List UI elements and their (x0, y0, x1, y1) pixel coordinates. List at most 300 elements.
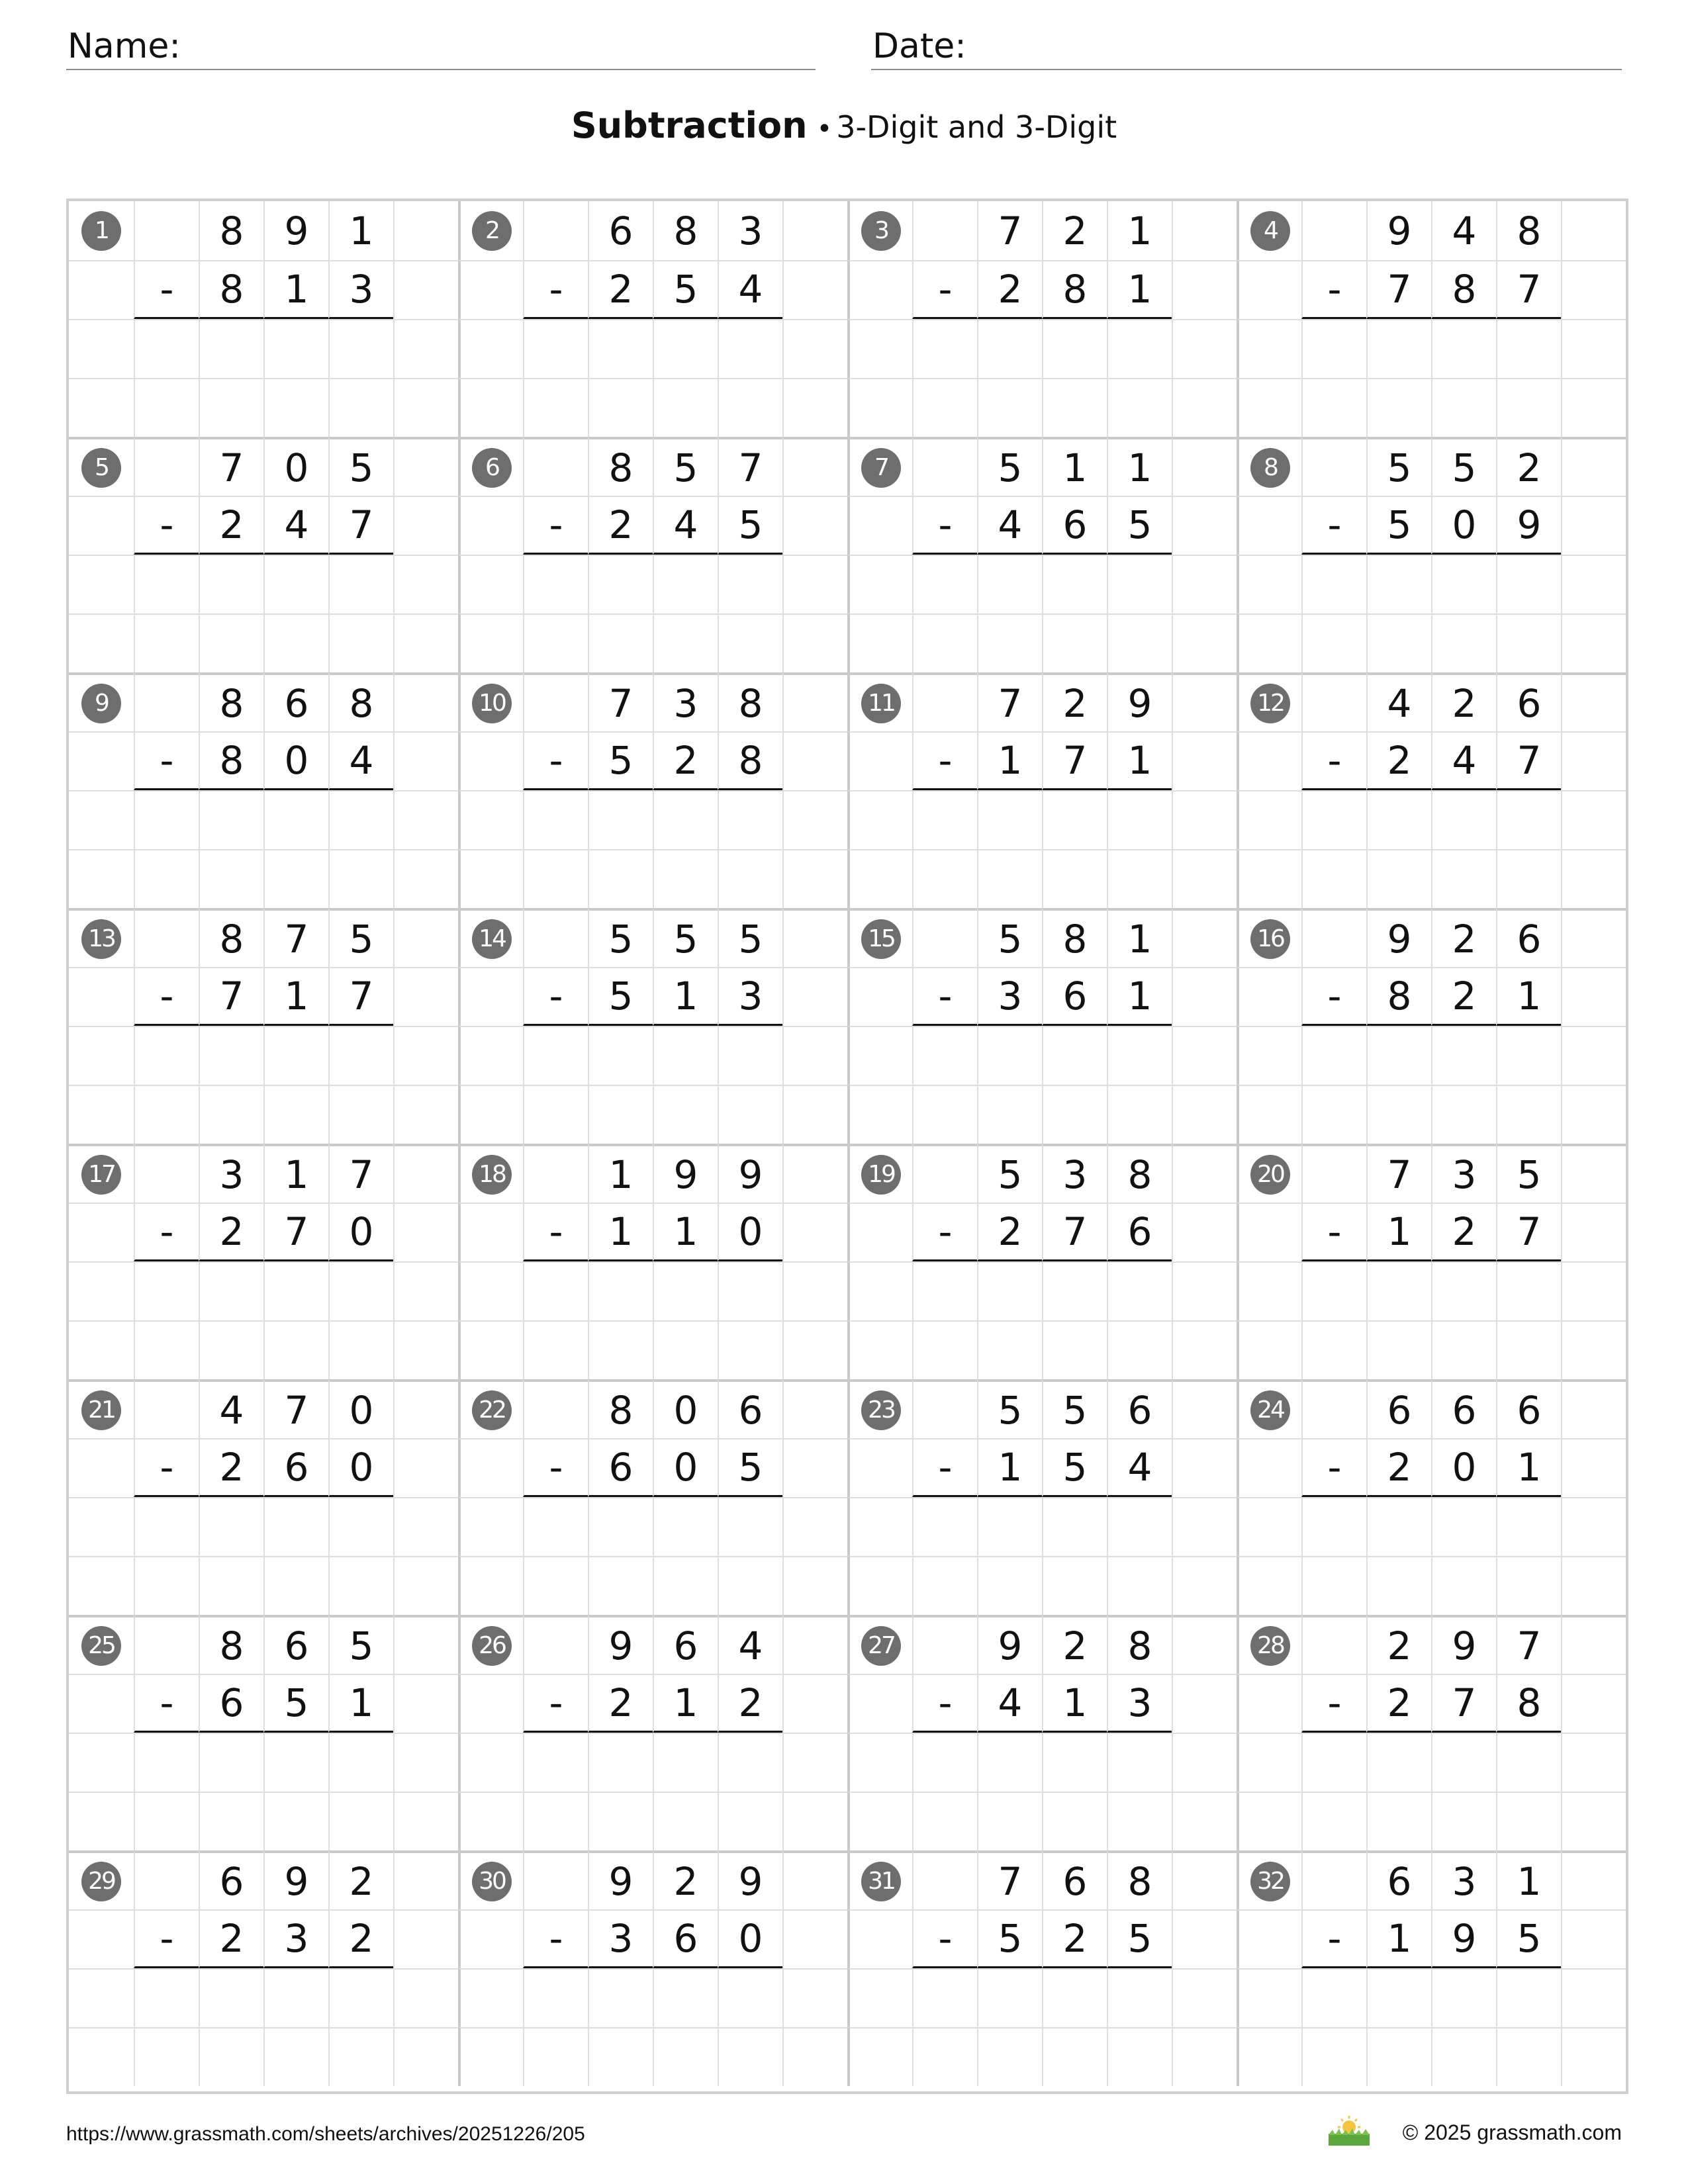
answer-cell[interactable] (263, 319, 328, 378)
answer-cell[interactable] (912, 849, 977, 908)
answer-cell[interactable] (1431, 1320, 1496, 1379)
answer-cell[interactable] (588, 614, 653, 672)
answer-cell[interactable] (328, 1556, 393, 1615)
answer-cell[interactable] (718, 2027, 782, 2086)
subtrahend-digit: 5 (588, 731, 653, 790)
answer-cell[interactable] (718, 378, 782, 437)
answer-cell[interactable] (1366, 1497, 1431, 1556)
answer-cell[interactable] (1042, 1497, 1107, 1556)
answer-cell[interactable] (1496, 2027, 1561, 2086)
answer-cell[interactable] (718, 1261, 782, 1320)
answer-cell[interactable] (1366, 555, 1431, 614)
answer-cell[interactable] (199, 1261, 263, 1320)
answer-cell[interactable] (1431, 1792, 1496, 1850)
answer-cell[interactable] (1496, 555, 1561, 614)
grid-cell (782, 1261, 847, 1320)
answer-cell[interactable] (523, 1261, 588, 1320)
answer-cell[interactable] (653, 1733, 718, 1792)
answer-cell[interactable] (523, 555, 588, 614)
answer-cell[interactable] (199, 1320, 263, 1379)
answer-cell[interactable] (199, 555, 263, 614)
problem-number-badge: 4 (1250, 211, 1290, 251)
answer-cell[interactable] (977, 790, 1042, 849)
answer-cell[interactable] (1366, 1261, 1431, 1320)
answer-cell[interactable] (523, 1733, 588, 1792)
answer-cell[interactable] (1431, 555, 1496, 614)
answer-cell[interactable] (1301, 2027, 1366, 2086)
answer-cell[interactable] (263, 1792, 328, 1850)
problem-number-cell (847, 1850, 912, 1909)
grid-cell (847, 319, 912, 378)
answer-cell[interactable] (1366, 849, 1431, 908)
answer-cell[interactable] (1496, 614, 1561, 672)
answer-cell[interactable] (199, 614, 263, 672)
subtrahend-digit: 5 (718, 1438, 782, 1497)
answer-cell[interactable] (1042, 2027, 1107, 2086)
answer-cell[interactable] (1107, 2027, 1172, 2086)
date-field[interactable] (871, 25, 1622, 70)
answer-cell[interactable] (1431, 1026, 1496, 1085)
answer-cell[interactable] (653, 1968, 718, 2027)
answer-cell[interactable] (588, 849, 653, 908)
answer-cell[interactable] (718, 1792, 782, 1850)
answer-cell[interactable] (588, 1968, 653, 2027)
answer-cell[interactable] (1431, 849, 1496, 908)
answer-cell[interactable] (653, 1556, 718, 1615)
answer-cell[interactable] (1496, 1733, 1561, 1792)
answer-cell[interactable] (977, 1085, 1042, 1144)
answer-cell[interactable] (134, 1085, 199, 1144)
problem-number-cell (847, 1379, 912, 1438)
answer-cell[interactable] (1107, 1792, 1172, 1850)
answer-cell[interactable] (263, 614, 328, 672)
answer-cell[interactable] (263, 1261, 328, 1320)
answer-cell[interactable] (1042, 849, 1107, 908)
answer-cell[interactable] (1496, 790, 1561, 849)
answer-cell[interactable] (977, 1497, 1042, 1556)
answer-cell[interactable] (1496, 1320, 1561, 1379)
answer-cell[interactable] (977, 849, 1042, 908)
grid-cell (69, 2027, 134, 2086)
answer-cell[interactable] (134, 1556, 199, 1615)
answer-cell[interactable] (912, 378, 977, 437)
answer-cell[interactable] (1366, 790, 1431, 849)
answer-cell[interactable] (523, 1026, 588, 1085)
answer-cell[interactable] (328, 849, 393, 908)
grid-cell (69, 1320, 134, 1379)
answer-cell[interactable] (1042, 378, 1107, 437)
answer-cell[interactable] (588, 790, 653, 849)
answer-cell[interactable] (263, 1497, 328, 1556)
answer-cell[interactable] (653, 1497, 718, 1556)
answer-cell[interactable] (718, 790, 782, 849)
answer-cell[interactable] (977, 1968, 1042, 2027)
answer-cell[interactable] (653, 1792, 718, 1850)
answer-cell[interactable] (1107, 1733, 1172, 1792)
answer-cell[interactable] (1107, 1968, 1172, 2027)
answer-cell[interactable] (912, 319, 977, 378)
answer-cell[interactable] (977, 1261, 1042, 1320)
grid-cell (69, 790, 134, 849)
answer-cell[interactable] (912, 1733, 977, 1792)
answer-cell[interactable] (718, 319, 782, 378)
answer-cell[interactable] (134, 1792, 199, 1850)
answer-cell[interactable] (653, 1261, 718, 1320)
problem-number-cell (69, 672, 134, 731)
problem-number-cell (458, 672, 523, 731)
answer-cell[interactable] (199, 1733, 263, 1792)
answer-cell[interactable] (328, 378, 393, 437)
answer-cell[interactable] (1496, 1261, 1561, 1320)
answer-cell[interactable] (199, 1085, 263, 1144)
answer-cell[interactable] (1366, 378, 1431, 437)
answer-cell[interactable] (1042, 1556, 1107, 1615)
answer-cell[interactable] (199, 319, 263, 378)
answer-cell[interactable] (1107, 1026, 1172, 1085)
grid-cell (1561, 1379, 1626, 1438)
answer-cell[interactable] (1496, 1085, 1561, 1144)
answer-cell[interactable] (1042, 555, 1107, 614)
answer-cell[interactable] (1301, 1085, 1366, 1144)
answer-cell[interactable] (912, 614, 977, 672)
minuend-digit: 6 (653, 1615, 718, 1674)
answer-cell[interactable] (1107, 319, 1172, 378)
answer-cell[interactable] (1431, 614, 1496, 672)
answer-cell[interactable] (1496, 1792, 1561, 1850)
answer-cell[interactable] (588, 378, 653, 437)
answer-cell[interactable] (1366, 319, 1431, 378)
answer-cell[interactable] (134, 555, 199, 614)
answer-cell[interactable] (977, 2027, 1042, 2086)
footer-url[interactable]: https://www.grassmath.com/sheets/archives/20251226/205 (66, 2123, 585, 2145)
answer-cell[interactable] (1496, 1968, 1561, 2027)
subtrahend-digit: 1 (977, 731, 1042, 790)
answer-cell[interactable] (1366, 1085, 1431, 1144)
answer-cell[interactable] (1107, 1320, 1172, 1379)
answer-cell[interactable] (1042, 1968, 1107, 2027)
answer-cell[interactable] (1366, 1792, 1431, 1850)
answer-cell[interactable] (1431, 1556, 1496, 1615)
answer-cell[interactable] (1431, 790, 1496, 849)
answer-cell[interactable] (1107, 1497, 1172, 1556)
answer-cell[interactable] (912, 1497, 977, 1556)
grid-cell (847, 614, 912, 672)
answer-cell[interactable] (1431, 1968, 1496, 2027)
answer-cell[interactable] (134, 614, 199, 672)
answer-cell[interactable] (134, 849, 199, 908)
answer-cell[interactable] (523, 2027, 588, 2086)
answer-cell[interactable] (1301, 1556, 1366, 1615)
answer-cell[interactable] (1301, 1497, 1366, 1556)
answer-cell[interactable] (977, 319, 1042, 378)
answer-cell[interactable] (134, 1968, 199, 2027)
answer-cell[interactable] (718, 1968, 782, 2027)
minuend-digit: 5 (977, 908, 1042, 967)
answer-cell[interactable] (1496, 1026, 1561, 1085)
answer-cell[interactable] (328, 319, 393, 378)
answer-cell[interactable] (653, 614, 718, 672)
answer-cell[interactable] (1042, 790, 1107, 849)
answer-cell[interactable] (1366, 614, 1431, 672)
answer-cell[interactable] (523, 849, 588, 908)
answer-cell[interactable] (1431, 2027, 1496, 2086)
answer-cell[interactable] (1301, 378, 1366, 437)
answer-cell[interactable] (328, 1085, 393, 1144)
grid-cell (1561, 2027, 1626, 2086)
answer-cell[interactable] (1301, 1968, 1366, 2027)
answer-cell[interactable] (653, 378, 718, 437)
answer-cell[interactable] (653, 1085, 718, 1144)
problem-number-badge: 23 (861, 1390, 901, 1430)
answer-cell[interactable] (1431, 319, 1496, 378)
answer-cell[interactable] (912, 2027, 977, 2086)
answer-cell[interactable] (134, 378, 199, 437)
answer-cell[interactable] (328, 1497, 393, 1556)
answer-cell[interactable] (588, 2027, 653, 2086)
answer-cell[interactable] (912, 1556, 977, 1615)
answer-cell[interactable] (1301, 790, 1366, 849)
answer-cell[interactable] (1042, 1026, 1107, 1085)
problem-number-cell (458, 201, 523, 260)
answer-cell[interactable] (1301, 1261, 1366, 1320)
answer-cell[interactable] (718, 614, 782, 672)
answer-cell[interactable] (1301, 614, 1366, 672)
answer-cell[interactable] (977, 1320, 1042, 1379)
answer-cell[interactable] (134, 1026, 199, 1085)
answer-cell[interactable] (1366, 2027, 1431, 2086)
answer-cell[interactable] (718, 1733, 782, 1792)
answer-cell[interactable] (912, 1261, 977, 1320)
answer-cell[interactable] (1431, 378, 1496, 437)
answer-cell[interactable] (523, 790, 588, 849)
answer-cell[interactable] (1366, 1556, 1431, 1615)
answer-cell[interactable] (523, 1497, 588, 1556)
answer-cell[interactable] (588, 1026, 653, 1085)
answer-cell[interactable] (977, 1026, 1042, 1085)
answer-cell[interactable] (1107, 1085, 1172, 1144)
answer-cell[interactable] (588, 1556, 653, 1615)
answer-cell[interactable] (263, 1026, 328, 1085)
answer-cell[interactable] (1366, 1320, 1431, 1379)
answer-cell[interactable] (1301, 319, 1366, 378)
minus-operator: - (1301, 1909, 1366, 1968)
subtrahend-digit: 2 (199, 496, 263, 555)
answer-cell[interactable] (1301, 1733, 1366, 1792)
answer-cell[interactable] (1431, 1733, 1496, 1792)
answer-cell[interactable] (1301, 1320, 1366, 1379)
answer-cell[interactable] (1496, 1497, 1561, 1556)
answer-cell[interactable] (718, 1085, 782, 1144)
answer-cell[interactable] (912, 1026, 977, 1085)
answer-cell[interactable] (134, 1261, 199, 1320)
grid-cell (1237, 1320, 1301, 1379)
answer-cell[interactable] (523, 1556, 588, 1615)
answer-cell[interactable] (328, 555, 393, 614)
answer-cell[interactable] (588, 1497, 653, 1556)
answer-cell[interactable] (263, 1968, 328, 2027)
answer-cell[interactable] (912, 555, 977, 614)
answer-cell[interactable] (199, 1792, 263, 1850)
answer-cell[interactable] (199, 1556, 263, 1615)
answer-cell[interactable] (718, 555, 782, 614)
answer-cell[interactable] (328, 790, 393, 849)
answer-cell[interactable] (1431, 1085, 1496, 1144)
answer-cell[interactable] (134, 1497, 199, 1556)
answer-cell[interactable] (1042, 1085, 1107, 1144)
answer-cell[interactable] (1107, 1556, 1172, 1615)
name-field[interactable] (66, 25, 816, 70)
answer-cell[interactable] (1042, 319, 1107, 378)
answer-cell[interactable] (199, 1497, 263, 1556)
answer-cell[interactable] (977, 378, 1042, 437)
minuend-digit: 3 (1431, 1850, 1496, 1909)
answer-cell[interactable] (912, 790, 977, 849)
answer-cell[interactable] (328, 1320, 393, 1379)
answer-cell[interactable] (653, 319, 718, 378)
subtrahend-digit: 1 (653, 1674, 718, 1733)
answer-cell[interactable] (134, 319, 199, 378)
answer-cell[interactable] (718, 1320, 782, 1379)
answer-cell[interactable] (328, 2027, 393, 2086)
answer-cell[interactable] (588, 1261, 653, 1320)
answer-cell[interactable] (134, 790, 199, 849)
answer-cell[interactable] (263, 2027, 328, 2086)
problem-number-cell (847, 1144, 912, 1203)
answer-cell[interactable] (134, 1733, 199, 1792)
answer-cell[interactable] (1301, 849, 1366, 908)
answer-cell[interactable] (523, 1085, 588, 1144)
answer-cell[interactable] (718, 849, 782, 908)
answer-cell[interactable] (977, 614, 1042, 672)
problem-number-cell (1237, 672, 1301, 731)
answer-cell[interactable] (523, 319, 588, 378)
minuend-digit: 5 (1431, 437, 1496, 496)
answer-cell[interactable] (263, 1085, 328, 1144)
answer-cell[interactable] (1366, 1968, 1431, 2027)
answer-cell[interactable] (912, 1968, 977, 2027)
answer-cell[interactable] (1366, 1026, 1431, 1085)
answer-cell[interactable] (263, 555, 328, 614)
answer-cell[interactable] (1042, 1733, 1107, 1792)
answer-cell[interactable] (199, 378, 263, 437)
grid-cell (1301, 437, 1366, 496)
answer-cell[interactable] (912, 1792, 977, 1850)
answer-cell[interactable] (523, 1792, 588, 1850)
answer-cell[interactable] (1042, 1261, 1107, 1320)
answer-cell[interactable] (263, 790, 328, 849)
answer-cell[interactable] (328, 1733, 393, 1792)
answer-cell[interactable] (912, 1320, 977, 1379)
answer-cell[interactable] (1496, 319, 1561, 378)
answer-cell[interactable] (328, 1792, 393, 1850)
answer-cell[interactable] (199, 1026, 263, 1085)
problem-number-cell (69, 201, 134, 260)
grid-cell (847, 260, 912, 319)
answer-cell[interactable] (588, 319, 653, 378)
answer-cell[interactable] (199, 1968, 263, 2027)
answer-cell[interactable] (134, 1320, 199, 1379)
subtrahend-digit: 5 (1496, 1909, 1561, 1968)
answer-cell[interactable] (1496, 378, 1561, 437)
answer-cell[interactable] (718, 1026, 782, 1085)
answer-cell[interactable] (1301, 1792, 1366, 1850)
answer-cell[interactable] (653, 790, 718, 849)
answer-cell[interactable] (523, 378, 588, 437)
answer-cell[interactable] (199, 849, 263, 908)
answer-cell[interactable] (1107, 555, 1172, 614)
answer-cell[interactable] (718, 1497, 782, 1556)
problem-number-cell (1237, 1850, 1301, 1909)
answer-cell[interactable] (977, 1556, 1042, 1615)
answer-cell[interactable] (1107, 790, 1172, 849)
answer-cell[interactable] (653, 1320, 718, 1379)
answer-cell[interactable] (328, 1968, 393, 2027)
answer-cell[interactable] (263, 1733, 328, 1792)
minuend-digit: 4 (1431, 201, 1496, 260)
answer-cell[interactable] (653, 555, 718, 614)
answer-cell[interactable] (1496, 849, 1561, 908)
answer-cell[interactable] (1431, 1497, 1496, 1556)
answer-cell[interactable] (263, 849, 328, 908)
answer-cell[interactable] (718, 1556, 782, 1615)
answer-cell[interactable] (1301, 555, 1366, 614)
answer-cell[interactable] (653, 1026, 718, 1085)
answer-cell[interactable] (588, 1085, 653, 1144)
answer-cell[interactable] (588, 555, 653, 614)
answer-cell[interactable] (263, 378, 328, 437)
answer-cell[interactable] (1042, 1792, 1107, 1850)
answer-cell[interactable] (263, 1320, 328, 1379)
subtrahend-digit: 2 (718, 1674, 782, 1733)
answer-cell[interactable] (1107, 1261, 1172, 1320)
answer-cell[interactable] (912, 1085, 977, 1144)
problem-number-badge: 18 (472, 1155, 512, 1195)
answer-cell[interactable] (199, 2027, 263, 2086)
answer-cell[interactable] (1496, 1556, 1561, 1615)
answer-cell[interactable] (977, 1792, 1042, 1850)
answer-cell[interactable] (523, 1968, 588, 2027)
answer-cell[interactable] (1107, 849, 1172, 908)
answer-cell[interactable] (1042, 1320, 1107, 1379)
answer-cell[interactable] (588, 1320, 653, 1379)
answer-cell[interactable] (588, 1733, 653, 1792)
answer-cell[interactable] (653, 2027, 718, 2086)
answer-cell[interactable] (588, 1792, 653, 1850)
grid-cell (458, 1085, 523, 1144)
answer-cell[interactable] (328, 1026, 393, 1085)
answer-cell[interactable] (199, 790, 263, 849)
subtrahend-digit: 8 (718, 731, 782, 790)
grid-cell (393, 908, 458, 967)
answer-cell[interactable] (1366, 1733, 1431, 1792)
answer-cell[interactable] (523, 614, 588, 672)
answer-cell[interactable] (1107, 378, 1172, 437)
answer-cell[interactable] (523, 1320, 588, 1379)
answer-cell[interactable] (977, 1733, 1042, 1792)
answer-cell[interactable] (134, 2027, 199, 2086)
answer-cell[interactable] (263, 1556, 328, 1615)
answer-cell[interactable] (1107, 614, 1172, 672)
grid-cell (1172, 1438, 1237, 1497)
answer-cell[interactable] (328, 1261, 393, 1320)
answer-cell[interactable] (1042, 614, 1107, 672)
answer-cell[interactable] (328, 614, 393, 672)
answer-cell[interactable] (653, 849, 718, 908)
answer-cell[interactable] (977, 555, 1042, 614)
answer-cell[interactable] (1301, 1026, 1366, 1085)
grid-cell (523, 908, 588, 967)
answer-cell[interactable] (1431, 1261, 1496, 1320)
